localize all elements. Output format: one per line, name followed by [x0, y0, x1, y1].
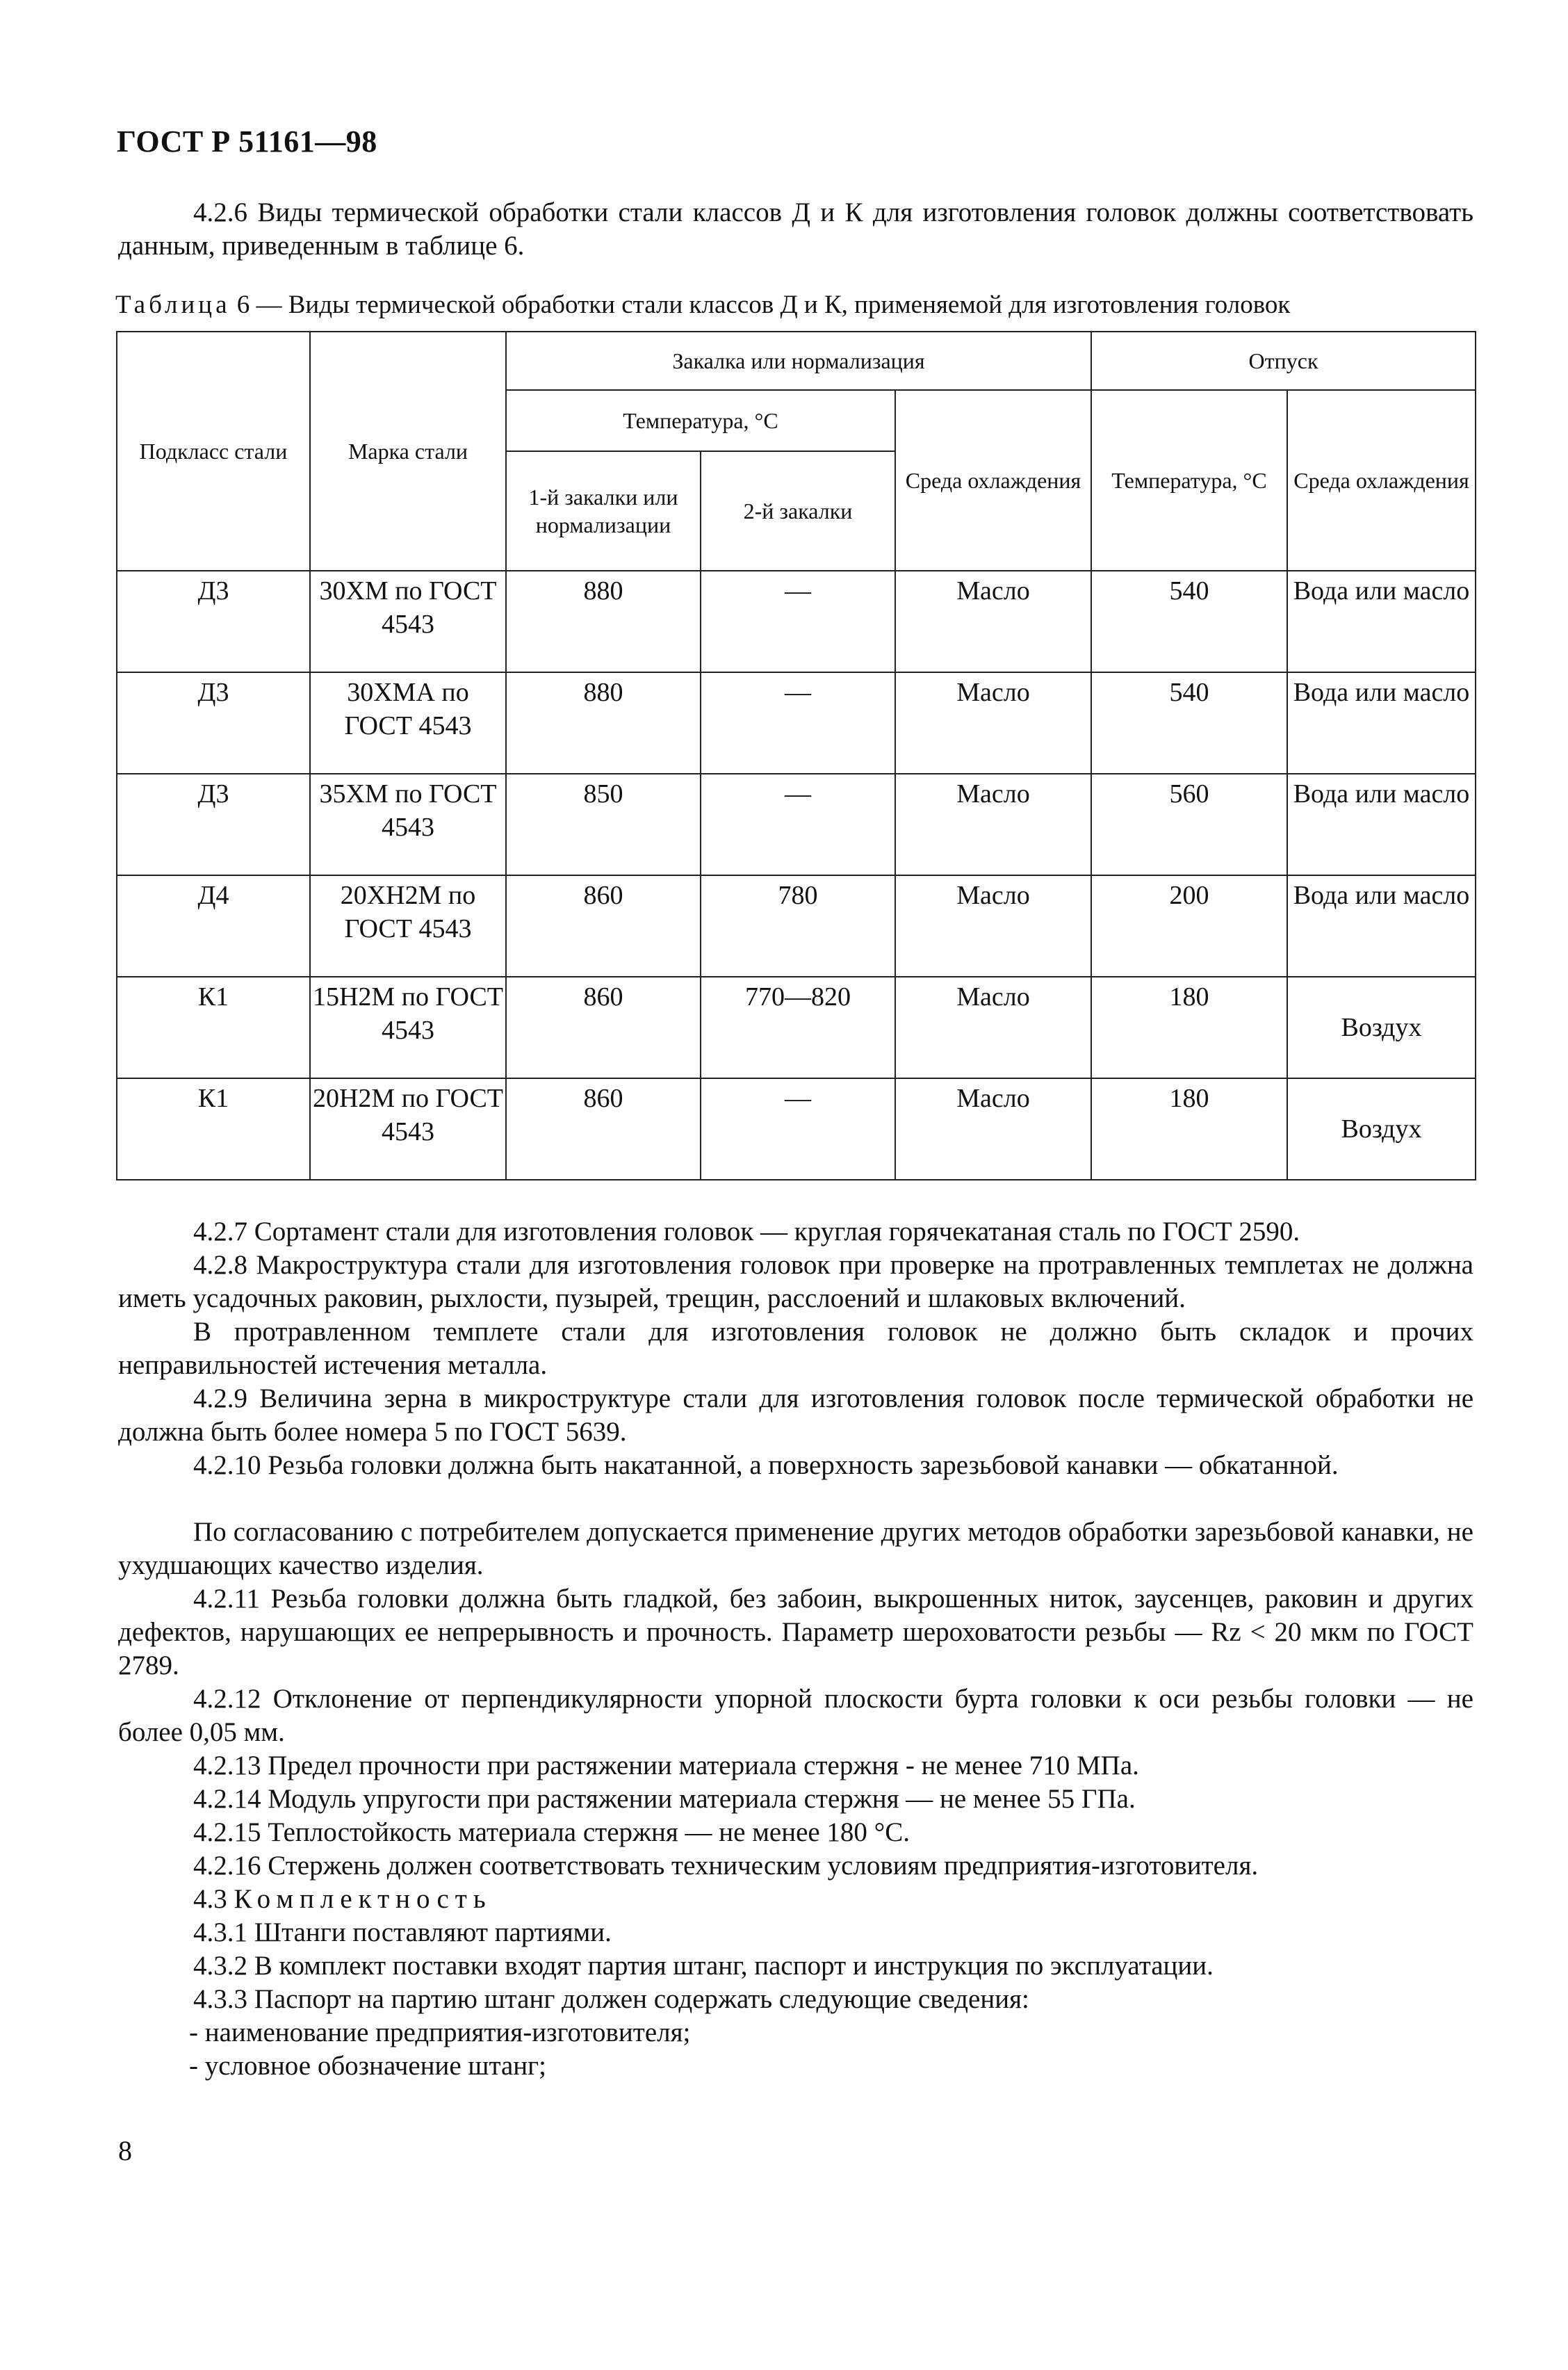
cell-temp-2: — — [701, 672, 895, 774]
section-4-3-heading — [118, 1883, 1473, 1916]
page-number: 8 — [118, 2135, 132, 2166]
cell-temper-temp: 560 — [1091, 774, 1287, 875]
cell-temper-medium: Вода или масло — [1287, 875, 1476, 977]
paragraph-4-3-2: 4.3.2 В комплект поставки входят партия штанг, паспорт и инструкция по эксплуатации. — [193, 1951, 1214, 1981]
header-temper-temperature: Температура, °С — [1091, 390, 1287, 571]
table-caption-text: 6 — Виды термической обработки стали классов Д и К, применяемой для изготовления головок — [236, 291, 1291, 319]
header-subclass: Подкласс стали — [117, 332, 310, 571]
table-row — [117, 672, 1476, 774]
paragraph-4-2-9: 4.2.9 Величина зерна в микроструктуре стали для изготовления головок после термической обработки не должна быть более номера 5 по ГОСТ 5639. — [118, 1383, 1473, 1447]
cell-temper-temp: 540 — [1091, 672, 1287, 774]
cell-temp-1: 860 — [506, 977, 701, 1078]
table-row — [117, 875, 1476, 977]
section-title: Комплектность — [234, 1884, 492, 1914]
cell-temp-1: 850 — [506, 774, 701, 875]
cell-temper-medium: Воздух — [1287, 1078, 1476, 1180]
paragraph-4-2-10-cont: По согласованию с потребителем допускается применение других методов обработки зарезьбовой канавки, не ухудшающих качество изделия. — [118, 1517, 1473, 1580]
paragraph-4-2-7: 4.2.7 Сортамент стали для изготовления головок — круглая горячекатаная сталь по ГОСТ 2590. — [193, 1217, 1300, 1247]
cell-temper-temp: 180 — [1091, 977, 1287, 1078]
cell-subclass: Д3 — [117, 571, 310, 672]
section-number: 4.3 — [193, 1884, 227, 1914]
table-row — [117, 1078, 1476, 1180]
cell-grade: 20Н2М по ГОСТ 4543 — [310, 1078, 506, 1180]
cell-grade: 35ХМ по ГОСТ 4543 — [310, 774, 506, 875]
table-label: Таблица — [115, 291, 231, 319]
cell-temp-2: — — [701, 774, 895, 875]
header-quench-group: Закалка или нормализация — [506, 332, 1091, 390]
header-second-quench: 2-й закалки — [701, 451, 895, 571]
header-temperature: Температура, °С — [506, 390, 895, 451]
table-caption — [115, 290, 1478, 320]
cell-temp-1: 860 — [506, 875, 701, 977]
cell-grade: 30ХМА по ГОСТ 4543 — [310, 672, 506, 774]
header-medium: Среда охлаждения — [895, 390, 1091, 571]
table-row — [117, 571, 1476, 672]
paragraph-4-3-1: 4.3.1 Штанги поставляют партиями. — [193, 1917, 612, 1947]
paragraph-4-2-15: 4.2.15 Теплостойкость материала стержня — не менее 180 °С. — [193, 1817, 910, 1847]
paragraph-4-3-3: 4.3.3 Паспорт на партию штанг должен содержать следующие сведения: — [193, 1984, 1029, 2014]
list-item: - условное обозначение штанг; — [189, 2051, 546, 2081]
paragraph-4-2-10: 4.2.10 Резьба головки должна быть накатанной, а поверхность зарезьбовой канавки — обкатанной. — [193, 1450, 1339, 1480]
header-first-quench: 1-й закалки или нормализации — [506, 451, 701, 571]
cell-subclass: Д3 — [117, 774, 310, 875]
cell-medium: Масло — [895, 977, 1091, 1078]
paragraph-4-2-14: 4.2.14 Модуль упругости при растяжении материала стержня — не менее 55 ГПа. — [193, 1784, 1136, 1814]
cell-medium: Масло — [895, 571, 1091, 672]
cell-temp-2: — — [701, 571, 895, 672]
paragraph-4-2-6: 4.2.6 Виды термической обработки стали классов Д и К для изготовления головок должны соответствовать данным, приведенным в таблице 6. — [118, 197, 1473, 261]
header-temper-group: Отпуск — [1091, 332, 1476, 390]
cell-temp-2: 780 — [701, 875, 895, 977]
cell-grade: 15Н2М по ГОСТ 4543 — [310, 977, 506, 1078]
header-temper-medium: Среда охлаждения — [1287, 390, 1476, 571]
cell-temp-1: 860 — [506, 1078, 701, 1180]
cell-temper-medium: Вода или масло — [1287, 774, 1476, 875]
table-6 — [116, 331, 1476, 1180]
cell-temper-medium: Воздух — [1287, 977, 1476, 1078]
table-row — [117, 977, 1476, 1078]
header-grade: Марка стали — [310, 332, 506, 571]
cell-medium: Масло — [895, 1078, 1091, 1180]
cell-temper-temp: 200 — [1091, 875, 1287, 977]
cell-temper-medium: Вода или масло — [1287, 571, 1476, 672]
paragraph-4-2-11: 4.2.11 Резьба головки должна быть гладкой, без забоин, выкрошенных ниток, заусенцев, раковин и других дефектов, нарушающих ее непрерывность и прочность. Параметр шероховатости резьбы — Rz < 20 мкм по ГОСТ 2789. — [118, 1584, 1473, 1680]
cell-subclass: К1 — [117, 1078, 310, 1180]
document-header: ГОСТ Р 51161—98 — [117, 124, 377, 159]
cell-temper-temp: 180 — [1091, 1078, 1287, 1180]
cell-subclass: Д4 — [117, 875, 310, 977]
cell-temper-temp: 540 — [1091, 571, 1287, 672]
cell-temp-1: 880 — [506, 672, 701, 774]
paragraph-4-2-12: 4.2.12 Отклонение от перпендикулярности упорной плоскости бурта головки к оси резьбы головки — не более 0,05 мм. — [118, 1684, 1473, 1747]
paragraph-4-2-16: 4.2.16 Стержень должен соответствовать техническим условиям предприятия-изготовителя. — [193, 1851, 1259, 1881]
cell-temper-medium: Вода или масло — [1287, 672, 1476, 774]
cell-subclass: К1 — [117, 977, 310, 1078]
cell-subclass: Д3 — [117, 672, 310, 774]
cell-temp-1: 880 — [506, 571, 701, 672]
cell-temp-2: 770—820 — [701, 977, 895, 1078]
cell-medium: Масло — [895, 672, 1091, 774]
cell-grade: 30ХМ по ГОСТ 4543 — [310, 571, 506, 672]
table-row — [117, 774, 1476, 875]
list-item: - наименование предприятия-изготовителя; — [189, 2018, 691, 2047]
paragraph-4-2-8: 4.2.8 Макроструктура стали для изготовления головок при проверке на протравленных темплетах не должна иметь усадочных раковин, рыхлости, пузырей, трещин, расслоений и шлаковых включений. — [118, 1250, 1473, 1313]
paragraph-4-2-8-cont: В протравленном темплете стали для изготовления головок не должно быть складок и прочих неправильностей истечения металла. — [118, 1317, 1473, 1380]
cell-medium: Масло — [895, 774, 1091, 875]
cell-medium: Масло — [895, 875, 1091, 977]
cell-temp-2: — — [701, 1078, 895, 1180]
cell-grade: 20ХН2М по ГОСТ 4543 — [310, 875, 506, 977]
paragraph-4-2-13: 4.2.13 Предел прочности при растяжении материала стержня - не менее 710 МПа. — [193, 1751, 1139, 1780]
